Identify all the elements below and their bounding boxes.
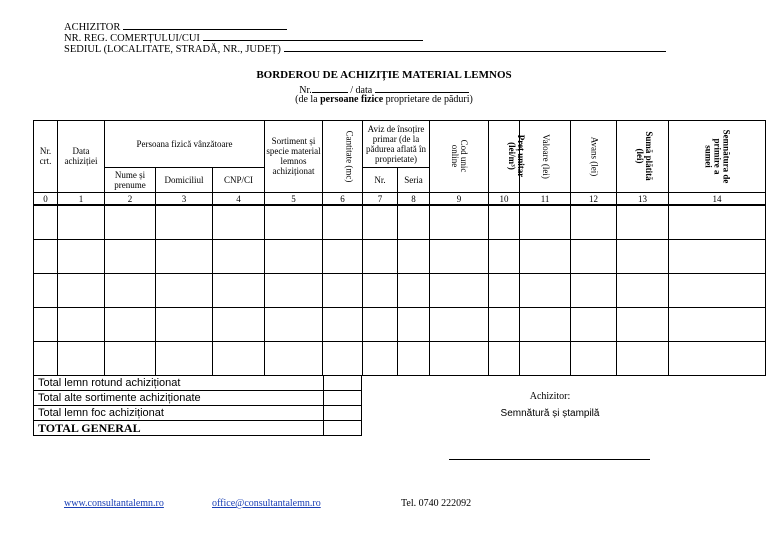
table-cell[interactable] [363,308,398,342]
table-cell[interactable] [105,240,156,274]
column-number-cell: 1 [58,192,105,205]
column-number-cell: 10 [489,192,520,205]
total-row [34,406,362,421]
column-number-cell: 3 [156,192,213,205]
note-bold: persoane fizice [320,94,384,105]
table-cell[interactable] [489,308,520,342]
table-cell[interactable] [105,274,156,308]
table-cell[interactable] [265,308,323,342]
subheader-aviz-nr: Nr. [363,168,398,193]
table-cell[interactable] [323,342,363,376]
table-cell[interactable] [398,240,430,274]
table-cell[interactable] [520,342,571,376]
table-cell[interactable] [398,274,430,308]
table-cell[interactable] [430,205,489,239]
table-cell[interactable] [571,342,617,376]
table-cell[interactable] [213,205,265,239]
column-number-cell: 0 [34,192,58,205]
column-number-row [34,192,766,205]
subheader-aviz-seria: Seria [398,168,430,193]
table-cell[interactable] [520,308,571,342]
table-cell[interactable] [430,308,489,342]
total-alte-sortimente-label: Total alte sortimente achiziționate [34,391,324,406]
nr-label: Nr. [299,85,312,96]
total-general-label: TOTAL GENERAL [34,421,324,436]
nr-blank [312,83,348,93]
table-row [34,274,766,308]
header-semnatura [669,121,766,193]
data-label: / data [350,85,373,96]
table-cell[interactable] [323,274,363,308]
column-number-cell: 12 [571,192,617,205]
table-cell[interactable] [398,205,430,239]
column-number-cell: 13 [617,192,669,205]
total-row [34,376,362,391]
header-cod-unic [430,121,489,193]
sediul-label: SEDIUL (LOCALITATE, STRADĂ, NR., JUDEȚ) [64,44,281,55]
column-number-cell: 4 [213,192,265,205]
column-number-cell: 6 [323,192,363,205]
table-cell[interactable] [213,274,265,308]
column-number-cell: 14 [669,192,766,205]
table-cell[interactable] [265,205,323,239]
table-cell[interactable] [34,342,58,376]
suma-text: Sumă plătită (lei) [635,131,655,182]
total-lemn-rotund-value[interactable] [324,376,362,391]
table-cell[interactable] [265,274,323,308]
total-general-value[interactable] [324,421,362,436]
table-cell[interactable] [363,274,398,308]
header-sortiment: Sortiment și specie material lemnos achiziționat [265,121,323,193]
header-suma-platita [617,121,669,193]
table-cell[interactable] [265,240,323,274]
table-cell[interactable] [669,274,766,308]
header-aviz: Aviz de însoțire primar (de la pădurea aflată în proprietate) [363,121,430,168]
table-cell[interactable] [265,342,323,376]
table-cell[interactable] [323,308,363,342]
table-cell[interactable] [669,308,766,342]
table-cell[interactable] [156,274,213,308]
table-cell[interactable] [489,205,520,239]
table-row [34,205,766,239]
header-pret-unitar [489,121,527,193]
table-cell[interactable] [156,205,213,239]
persons-note [0,94,768,105]
sediul-blank-line [284,42,666,52]
cod-text: Cod unic online [450,140,470,173]
table-cell[interactable] [156,308,213,342]
subheader-nume-prenume: Nume și prenume [105,168,156,193]
cantitate-text: Cantitate (mc) [344,131,355,183]
semnatura-stampila-label: Semnătură și ștampilă [500,408,600,419]
table-cell[interactable] [398,342,430,376]
table-cell[interactable] [617,274,669,308]
achizitor-signature-label: Achizitor: [529,391,571,402]
total-lemn-foc-value[interactable] [324,406,362,421]
email-link[interactable]: office@consultantalemn.ro [212,498,321,509]
reg-comert-label: NR. REG. COMERȚULUI/CUI [64,33,200,44]
total-row [34,421,362,436]
subheader-cnp-ci: CNP/CI [213,168,265,193]
table-cell[interactable] [213,342,265,376]
header-avans [571,121,617,193]
achizitor-label: ACHIZITOR [64,22,121,33]
table-cell[interactable] [489,274,520,308]
table-cell[interactable] [105,205,156,239]
table-cell[interactable] [617,342,669,376]
table-cell[interactable] [571,205,617,239]
table-cell[interactable] [430,274,489,308]
data-blank [375,83,469,93]
table-cell[interactable] [213,240,265,274]
column-number-cell: 9 [430,192,489,205]
table-cell[interactable] [617,240,669,274]
table-cell[interactable] [520,205,571,239]
table-row [34,308,766,342]
table-cell[interactable] [489,342,520,376]
header-nr-crt: Nr. crt. [34,121,58,193]
achizitor-signature-block [470,391,630,419]
table-cell[interactable] [520,274,571,308]
table-cell[interactable] [571,240,617,274]
table-cell[interactable] [430,342,489,376]
valoare-text: Valoare (lei) [540,134,551,180]
table-cell[interactable] [363,205,398,239]
table-cell[interactable] [105,308,156,342]
table-cell[interactable] [58,308,105,342]
pret-text: Preț unitar (lei/m³) [507,135,527,178]
table-cell[interactable] [669,342,766,376]
header-sediul [64,42,666,55]
column-number-cell: 2 [105,192,156,205]
column-number-cell: 8 [398,192,430,205]
column-number-cell: 5 [265,192,323,205]
table-cell[interactable] [617,205,669,239]
column-number-cell: 7 [363,192,398,205]
header-persoana-fizica: Persoana fizică vânzătoare [105,121,265,168]
totals-table [33,375,362,436]
table-cell[interactable] [58,205,105,239]
table-cell[interactable] [156,342,213,376]
note-prefix: (de la [295,94,318,105]
total-lemn-rotund-label: Total lemn rotund achiziționat [34,376,324,391]
table-cell[interactable] [213,308,265,342]
phone-number: Tel. 0740 222092 [401,498,472,509]
column-number-cell: 11 [520,192,571,205]
total-row [34,391,362,406]
table-body [34,205,766,375]
acquisition-table [33,120,765,376]
table-cell[interactable] [430,240,489,274]
header-data-achizitiei: Data achiziției [58,121,105,193]
table-cell[interactable] [58,240,105,274]
table-cell[interactable] [156,240,213,274]
table-cell[interactable] [669,205,766,239]
header-cantitate [323,121,363,193]
table-cell[interactable] [34,308,58,342]
header-valoare [520,121,571,193]
table-row [34,342,766,376]
table-cell[interactable] [363,240,398,274]
achizitor-blank-line [123,20,287,30]
table-cell[interactable] [105,342,156,376]
avans-text: Avans (lei) [589,137,600,177]
table-cell[interactable] [669,240,766,274]
table-cell[interactable] [520,240,571,274]
website-link[interactable]: www.consultantalemn.ro [64,498,164,509]
reg-comert-blank-line [203,31,423,41]
table-cell[interactable] [489,240,520,274]
note-suffix: proprietare de păduri) [385,94,473,105]
total-lemn-foc-label: Total lemn foc achiziționat [34,406,324,421]
table-cell[interactable] [34,205,58,239]
table-cell[interactable] [34,274,58,308]
table-row [34,240,766,274]
semnatura-text: Semnătura de primire a sumei [703,129,732,184]
table-cell[interactable] [323,205,363,239]
table-cell[interactable] [571,274,617,308]
table-cell[interactable] [323,240,363,274]
table-cell[interactable] [617,308,669,342]
total-alte-sortimente-value[interactable] [324,391,362,406]
signature-line [449,459,650,460]
document-title: BORDEROU DE ACHIZIȚIE MATERIAL LEMNOS [256,69,512,81]
table-cell[interactable] [34,240,58,274]
table-cell[interactable] [398,308,430,342]
table-cell[interactable] [363,342,398,376]
table-cell[interactable] [571,308,617,342]
table-cell[interactable] [58,274,105,308]
table-cell[interactable] [58,342,105,376]
subheader-domiciliul: Domiciliul [156,168,213,193]
